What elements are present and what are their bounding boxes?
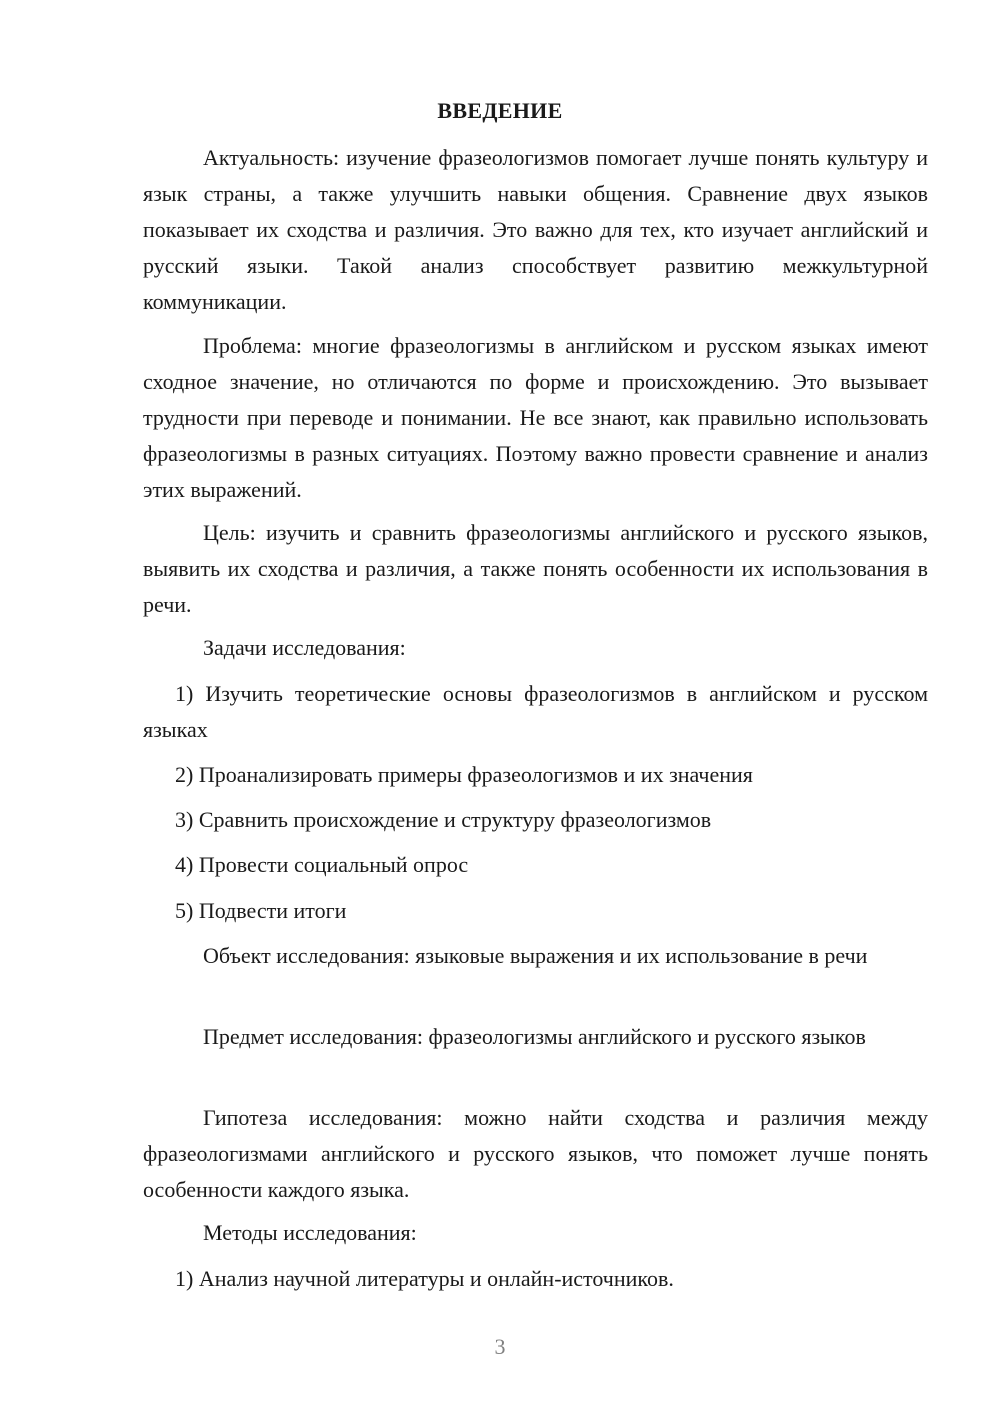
paragraph-hypothesis: Гипотеза исследования: можно найти сходства и различия между фразеологизмами английского и русского языков, что поможет лучше понять особенности каждого языка. [143, 1105, 928, 1202]
paragraph-goal: Цель: изучить и сравнить фразеологизмы английского и русского языков, выявить их сходства и различия, а также понять особенности их использования в речи. [143, 520, 928, 617]
page-title: ВВЕДЕНИЕ [437, 98, 563, 123]
page-number: 3 [494, 1334, 506, 1359]
paragraph-problem: Проблема: многие фразеологизмы в английском и русском языках имеют сходное значение, но отличаются по форме и происхождению. Это вызывает трудности при переводе и понимании. Не все знают, как правильно использовать фразеологизмы в разных ситуациях. Поэтому важно провести сравнение и анализ этих выражений. [143, 333, 928, 502]
task-item-3: 3) Сравнить происхождение и структуру фразеологизмов [175, 807, 712, 832]
paragraph-object: Объект исследования: языковые выражения и их использование в речи [203, 943, 868, 968]
task-item-4: 4) Провести социальный опрос [175, 852, 469, 877]
paragraph-subject: Предмет исследования: фразеологизмы английского и русского языков [203, 1024, 866, 1049]
methods-heading: Методы исследования: [203, 1220, 417, 1245]
task-item-1: 1) Изучить теоретические основы фразеологизмов в английском и русском языках [143, 681, 928, 742]
method-item-1: 1) Анализ научной литературы и онлайн-источников. [175, 1266, 674, 1291]
task-item-5: 5) Подвести итоги [175, 898, 347, 923]
task-item-2: 2) Проанализировать примеры фразеологизмов и их значения [175, 762, 753, 787]
tasks-heading: Задачи исследования: [203, 635, 406, 660]
paragraph-actuality: Актуальность: изучение фразеологизмов помогает лучше понять культуру и язык страны, а также улучшить навыки общения. Сравнение двух языков показывает их сходства и различия. Это важно для тех, кто изучает английский и русский языки. Такой анализ способствует развитию межкультурной коммуникации. [143, 145, 928, 314]
